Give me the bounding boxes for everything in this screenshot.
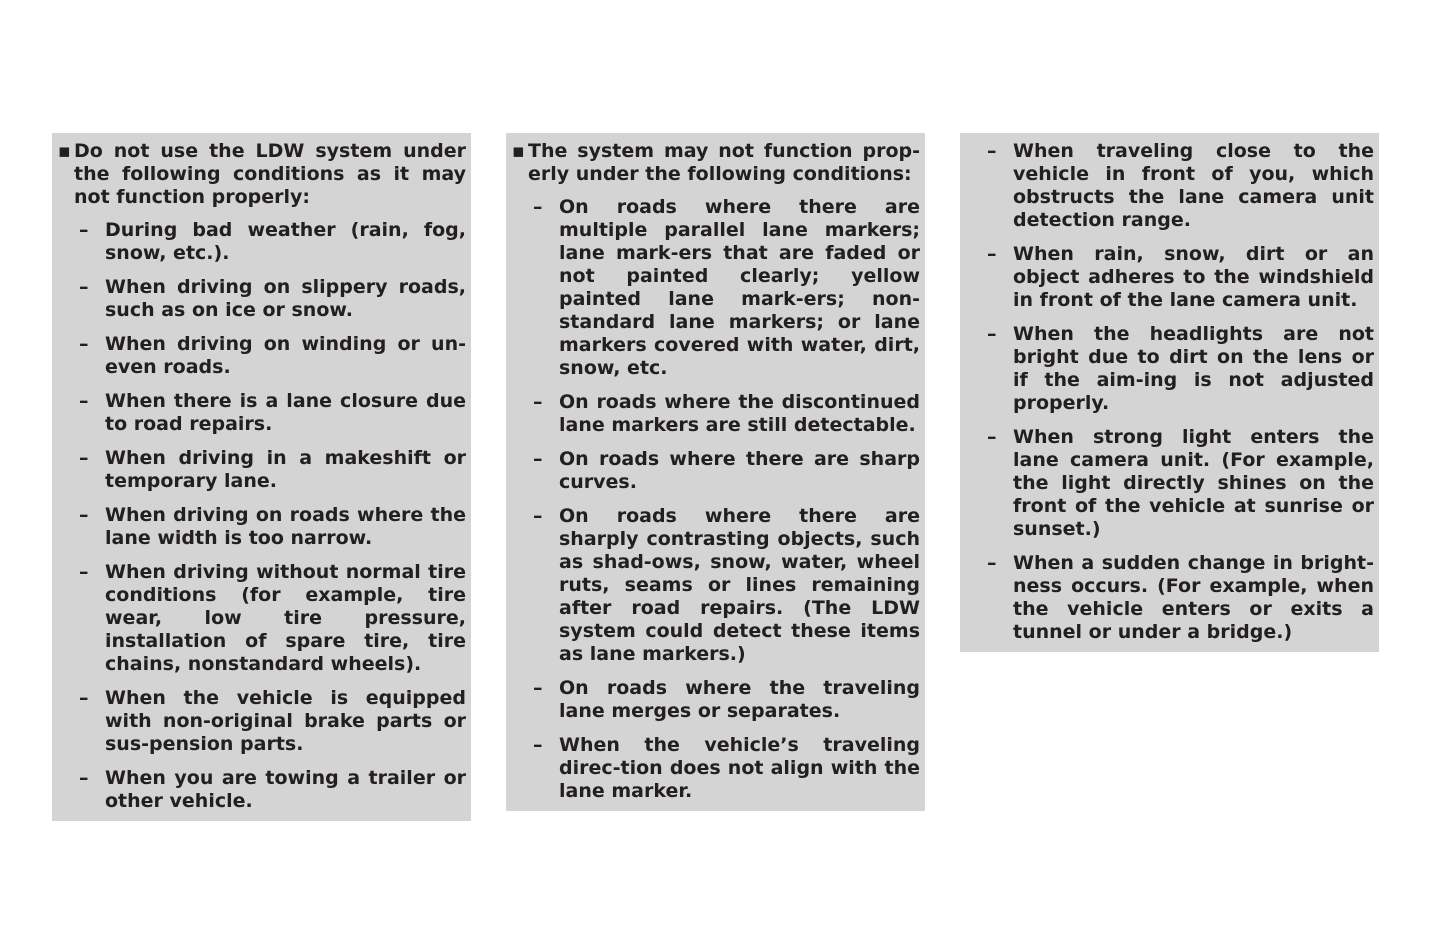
list-item — [52, 767, 466, 813]
list-item-text: When you are towing a trailer or other vehicle. — [105, 767, 466, 812]
dash-icon: – — [533, 734, 543, 756]
dash-icon: – — [987, 552, 997, 574]
list-item-text: When driving in a makeshift or temporary lane. — [105, 447, 466, 492]
list-item-text: When driving on winding or un-even roads. — [105, 333, 466, 378]
list-item — [52, 276, 466, 322]
list-item-text: On roads where the discontinued lane markers are still detectable. — [559, 391, 920, 436]
conditions-panel-1 — [52, 133, 471, 821]
list-item-text: When traveling close to the vehicle in front of you, which obstructs the lane camera unit detection range. — [1013, 140, 1374, 231]
dash-icon: – — [987, 140, 997, 162]
bullet-paragraph — [506, 140, 920, 186]
dash-icon: – — [533, 677, 543, 699]
list-item-text: When strong light enters the lane camera unit. (For example, the light directly shines on the front of the vehicle at sunrise or sunset.) — [1013, 426, 1374, 540]
dash-icon: – — [79, 504, 89, 526]
dash-icon: – — [79, 276, 89, 298]
list-item — [506, 448, 920, 494]
list-item — [960, 243, 1374, 312]
list-item — [506, 196, 920, 380]
list-item — [506, 734, 920, 803]
list-item-text: When the vehicle’s traveling direc-tion does not align with the lane marker. — [559, 734, 920, 802]
dash-icon: – — [79, 767, 89, 789]
list-item-text: On roads where there are sharp curves. — [559, 448, 920, 493]
dash-icon: – — [987, 243, 997, 265]
list-item — [52, 504, 466, 550]
list-item — [52, 390, 466, 436]
list-item-text: On roads where the traveling lane merges or separates. — [559, 677, 920, 722]
list-item — [52, 219, 466, 265]
list-item — [506, 677, 920, 723]
conditions-panel-3 — [960, 133, 1379, 652]
list-item — [960, 426, 1374, 541]
list-item — [960, 140, 1374, 232]
dash-icon: – — [533, 448, 543, 470]
list-item — [960, 323, 1374, 415]
dash-icon: – — [79, 561, 89, 583]
list-item-text: When driving without normal tire conditions (for example, tire wear, low tire pressure, installation of spare tire, tire chains, nonstandard wheels). — [105, 561, 466, 675]
dash-icon: – — [533, 391, 543, 413]
list-item — [52, 561, 466, 676]
list-item — [506, 505, 920, 666]
bullet-text: Do not use the LDW system under the following conditions as it may not function properly: — [74, 140, 466, 208]
list-item-text: On roads where there are multiple parallel lane markers; lane mark-ers that are faded or not painted clearly; yellow painted lane mark-ers; non-standard lane markers; or lane markers covered with water, dirt, snow, etc. — [559, 196, 920, 379]
list-item-text: When driving on roads where the lane width is too narrow. — [105, 504, 466, 549]
list-item — [52, 333, 466, 379]
square-bullet-icon: ▪ — [58, 140, 71, 162]
dash-icon: – — [79, 333, 89, 355]
list-item-text: During bad weather (rain, fog, snow, etc.). — [105, 219, 466, 264]
list-item-text: When a sudden change in bright-ness occurs. (For example, when the vehicle enters or exits a tunnel or under a bridge.) — [1013, 552, 1374, 643]
conditions-panel-2 — [506, 133, 925, 811]
dash-icon: – — [79, 390, 89, 412]
list-item — [960, 552, 1374, 644]
dash-icon: – — [987, 323, 997, 345]
list-item-text: On roads where there are sharply contrasting objects, such as shad-ows, snow, water, wheel ruts, seams or lines remaining after road repairs. (The LDW system could detect these items as lane markers.) — [559, 505, 920, 665]
list-item — [52, 447, 466, 493]
dash-icon: – — [533, 196, 543, 218]
bullet-paragraph — [52, 140, 466, 209]
list-item-text: When driving on slippery roads, such as on ice or snow. — [105, 276, 466, 321]
dash-icon: – — [79, 447, 89, 469]
list-item-text: When the vehicle is equipped with non-original brake parts or sus-pension parts. — [105, 687, 466, 755]
dash-icon: – — [79, 219, 89, 241]
list-item — [52, 687, 466, 756]
list-item-text: When the headlights are not bright due to dirt on the lens or if the aim-ing is not adjusted properly. — [1013, 323, 1374, 414]
bullet-text: The system may not function prop-erly under the following conditions: — [528, 140, 920, 185]
dash-icon: – — [987, 426, 997, 448]
list-item-text: When rain, snow, dirt or an object adheres to the windshield in front of the lane camera unit. — [1013, 243, 1374, 311]
list-item — [506, 391, 920, 437]
square-bullet-icon: ▪ — [512, 140, 525, 162]
dash-icon: – — [533, 505, 543, 527]
dash-icon: – — [79, 687, 89, 709]
list-item-text: When there is a lane closure due to road repairs. — [105, 390, 466, 435]
